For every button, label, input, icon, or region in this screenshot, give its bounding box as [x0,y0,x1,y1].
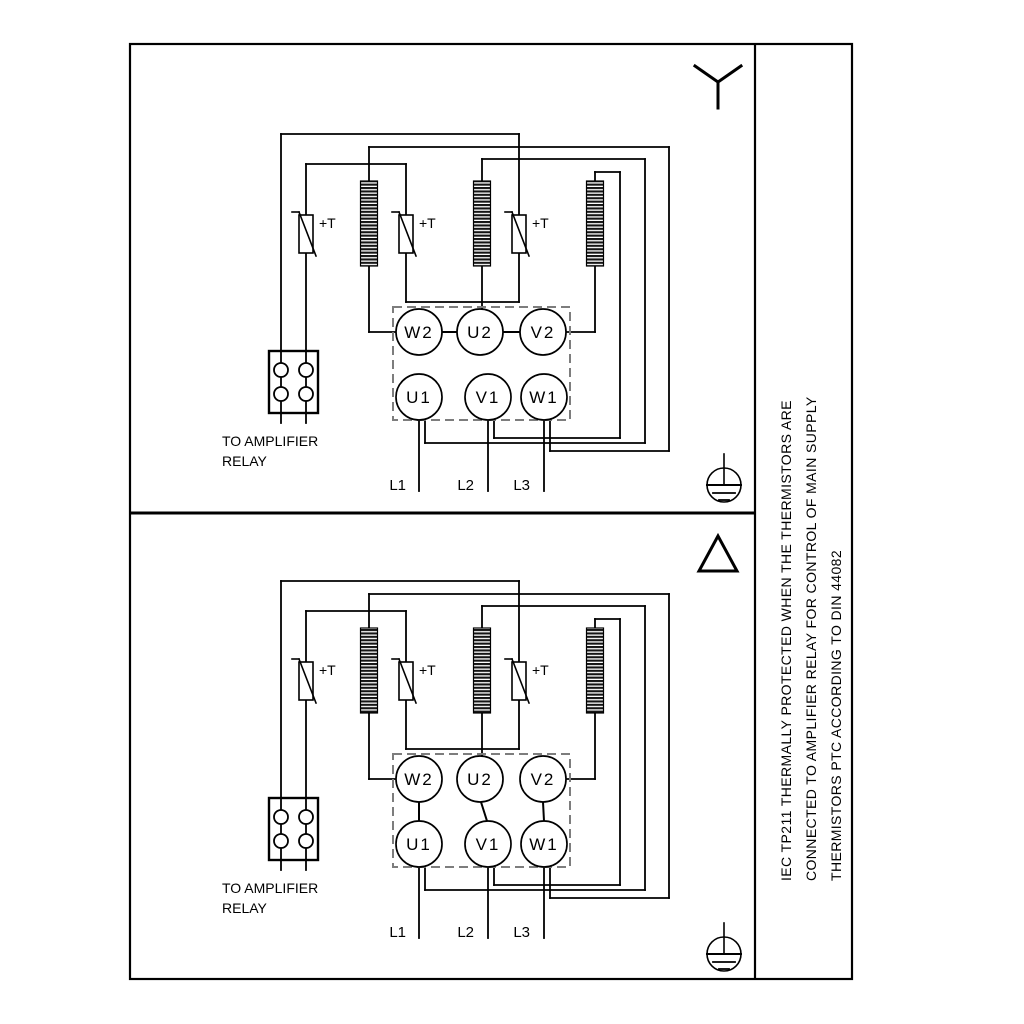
thermistor-2 [399,215,413,253]
thermistor-label: +T [419,215,436,231]
terminal-label: V1 [475,388,501,407]
delta-connection-symbol [699,536,737,571]
relay-hole [274,363,288,377]
thermistor-1 [299,662,313,700]
thermistor-label: +T [319,662,336,678]
winding-coil-1 [361,628,378,713]
terminal-link-delta [481,802,487,821]
panel-star [222,66,741,502]
relay-hole [299,363,313,377]
winding-coil-2 [474,628,491,713]
terminal-label: W2 [404,323,434,342]
relay-caption-line: TO AMPLIFIER [222,433,319,449]
wire [718,66,741,82]
star-connection-symbol [695,66,741,108]
relay-hole [274,834,288,848]
wire [695,66,718,82]
terminal-label: W2 [404,770,434,789]
supply-line-label: L3 [513,924,530,941]
note-line-3: THERMISTORS PTC ACCORDING TO DIN 44082 [828,549,844,881]
relay-terminal-block [269,798,318,860]
relay-caption-line: RELAY [222,900,267,916]
terminal-label: W1 [529,388,559,407]
relay-terminal-block [269,351,318,413]
relay-hole [274,810,288,824]
supply-line-label: L1 [389,477,406,494]
relay-hole [299,834,313,848]
terminal-link-delta [543,802,544,821]
relay-hole [274,387,288,401]
note-line-1: IEC TP211 THERMALLY PROTECTED WHEN THE THERMISTORS ARE [778,400,794,881]
winding-coil-1 [361,181,378,266]
relay-caption-line: RELAY [222,453,267,469]
supply-line-label: L2 [457,477,474,494]
winding-coil-2 [474,181,491,266]
side-note [778,396,844,881]
supply-line-label: L3 [513,477,530,494]
terminal-label: V2 [530,323,556,342]
relay-caption-line: TO AMPLIFIER [222,880,319,896]
note-line-2: CONNECTED TO AMPLIFIER RELAY FOR CONTROL OF MAIN SUPPLY [803,396,819,881]
thermistor-label: +T [532,215,549,231]
terminal-label: V2 [530,770,556,789]
terminal-label: V1 [475,835,501,854]
terminal-label: U1 [406,388,432,407]
thermistor-3 [512,662,526,700]
winding-coil-3 [587,181,604,266]
thermistor-3 [512,215,526,253]
thermistor-1 [299,215,313,253]
thermistor-label: +T [419,662,436,678]
relay-hole [299,810,313,824]
supply-line-label: L1 [389,924,406,941]
relay-hole [299,387,313,401]
thermistor-label: +T [319,215,336,231]
winding-coil-3 [587,628,604,713]
terminal-label: U2 [467,323,493,342]
supply-line-label: L2 [457,924,474,941]
ground-symbol [707,454,741,502]
terminal-label: U1 [406,835,432,854]
terminal-label: U2 [467,770,493,789]
ground-symbol [707,923,741,971]
terminal-label: W1 [529,835,559,854]
thermistor-label: +T [532,662,549,678]
panel-delta [222,536,741,971]
panels-group [222,66,741,971]
thermistor-2 [399,662,413,700]
